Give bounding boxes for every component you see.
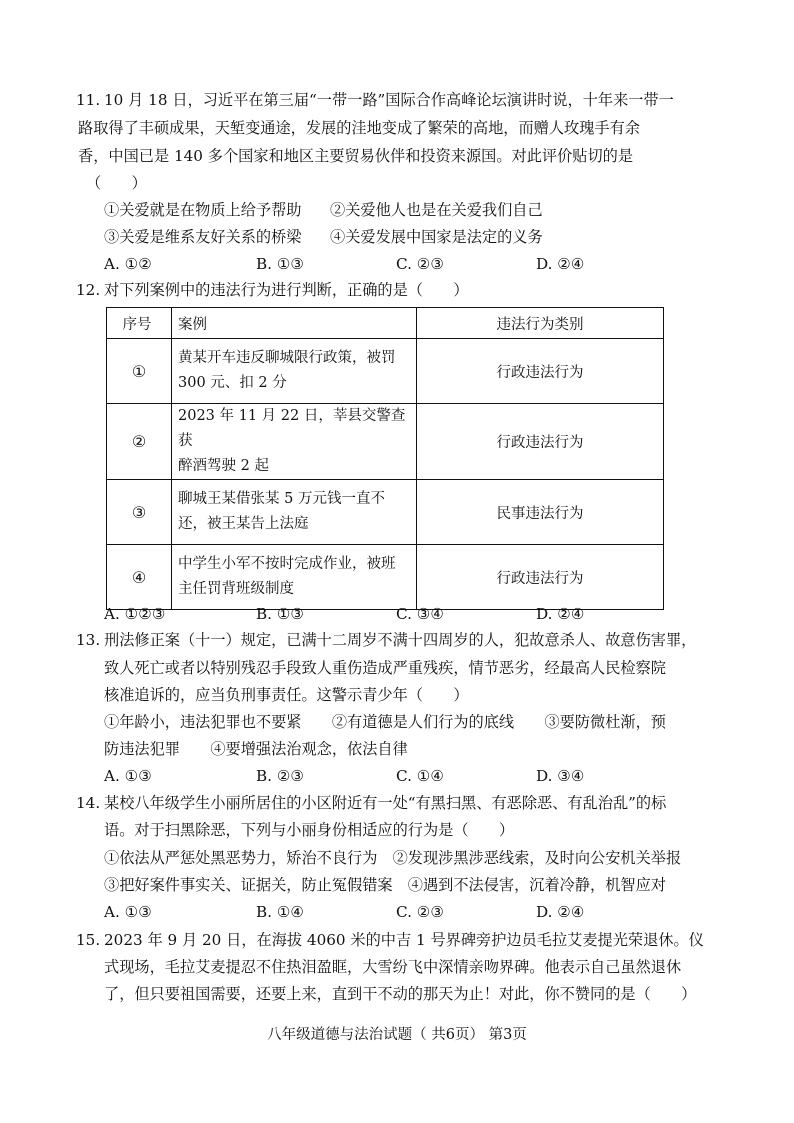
row-case-line: 聊城王某借张某 5 万元钱一直不 <box>178 491 385 507</box>
q11-statement-3: ③关爱是维系友好关系的桥梁 <box>104 228 302 246</box>
q12-option-a: A. ①②③ <box>104 605 166 623</box>
row-case-line: 醉酒驾驶 2 起 <box>178 458 269 474</box>
table-row <box>107 480 664 545</box>
q12-option-c: C. ③④ <box>396 605 444 623</box>
row-type: 行政违法行为 <box>417 404 664 480</box>
q11-option-b: B. ①③ <box>256 255 305 273</box>
table-row <box>107 339 664 404</box>
table-header-type: 违法行为类别 <box>417 308 664 339</box>
row-case-line: 主任罚背班级制度 <box>178 581 294 597</box>
row-number: ④ <box>107 545 172 610</box>
row-case <box>172 545 417 610</box>
row-case-line: 黄某开车违反聊城限行政策，被罚 <box>178 350 396 366</box>
row-type: 行政违法行为 <box>417 339 664 404</box>
row-case-line: 300 元、扣 2 分 <box>178 375 287 391</box>
table-header-no: 序号 <box>107 308 172 339</box>
q12-option-d: D. ②④ <box>536 605 585 623</box>
q11-option-a: A. ①② <box>104 255 152 273</box>
q14-option-b: B. ①④ <box>256 903 305 921</box>
table-row <box>107 545 664 610</box>
row-case <box>172 339 417 404</box>
q14-line-2: 语。对于扫黑除恶，下列与小丽身份相适应的行为是（ ） <box>104 821 515 839</box>
q13-line-2: 致人死亡或者以特别残忍手段致人重伤造成严重残疾，情节恶劣，经最高人民检察院 <box>104 659 666 677</box>
q12-number: 12. <box>76 281 101 299</box>
q12-option-b: B. ①③ <box>256 605 305 623</box>
table-row <box>107 404 664 480</box>
q12-case-table <box>106 307 664 610</box>
q14-option-c: C. ②③ <box>396 903 444 921</box>
q11-option-d: D. ②④ <box>536 255 585 273</box>
q13-option-c: C. ①④ <box>396 767 444 785</box>
q11-line-1: 10 月 18 日，习近平在第三届“一带一路”国际合作高峰论坛演讲时说，十年来一带一 <box>104 91 674 109</box>
q15-number: 15. <box>76 931 101 949</box>
q12-stem: 对下列案例中的违法行为进行判断，正确的是（ ） <box>104 281 469 299</box>
q14-line-4: ③把好案件事实关、证据关，防止冤假错案 ④遇到不法侵害，沉着冷静，机智应对 <box>104 876 666 894</box>
q15-line-1: 2023 年 9 月 20 日，在海拔 4060 米的中吉 1 号界碑旁护边员毛拉艾麦提光荣退休。仪 <box>104 931 704 949</box>
row-case-line: 中学生小军不按时完成作业，被班 <box>178 556 396 572</box>
q13-line-4: ①年龄小，违法犯罪也不要紧 ②有道德是人们行为的底线 ③要防微杜渐，预 <box>104 713 666 731</box>
row-number: ③ <box>107 480 172 545</box>
q15-line-2: 式现场，毛拉艾麦提忍不住热泪盈眶，大雪纷飞中深情亲吻界碑。他表示自己虽然退休 <box>104 958 682 976</box>
row-case <box>172 404 417 480</box>
q13-line-3: 核准追诉的，应当负刑事责任。这警示青少年（ ） <box>104 686 469 704</box>
q13-number: 13. <box>76 631 101 649</box>
q14-line-1: 某校八年级学生小丽所居住的小区附近有一处“有黑扫黑、有恶除恶、有乱治乱”的标 <box>104 794 667 812</box>
q13-option-d: D. ③④ <box>536 767 585 785</box>
q11-statement-4: ④关爱发展中国家是法定的义务 <box>330 228 543 246</box>
page-footer: 八年级道德与法治试题（ 共6页） 第3页 <box>267 1027 527 1043</box>
q13-option-b: B. ②③ <box>256 767 305 785</box>
q11-option-c: C. ②③ <box>396 255 444 273</box>
q14-option-a: A. ①③ <box>104 903 152 921</box>
row-number: ① <box>107 339 172 404</box>
q13-line-1: 刑法修正案（十一）规定，已满十二周岁不满十四周岁的人，犯故意杀人、故意伤害罪， <box>104 631 697 649</box>
row-type: 民事违法行为 <box>417 480 664 545</box>
q11-statement-2: ②关爱他人也是在关爱我们自己 <box>330 201 543 219</box>
q11-line-4: （ ） <box>86 174 147 192</box>
q11-line-3: 香，中国已是 140 多个国家和地区主要贸易伙伴和投资来源国。对此评价贴切的是 <box>78 147 634 165</box>
row-case <box>172 480 417 545</box>
table-header-case: 案例 <box>172 308 417 339</box>
row-case-line: 还，被王某告上法庭 <box>178 516 309 532</box>
q11-number: 11. <box>76 91 101 109</box>
row-case-line: 2023 年 11 月 22 日，莘县交警查获 <box>178 408 406 449</box>
q14-line-3: ①依法从严惩处黑恶势力，矫治不良行为 ②发现涉黑涉恶线索，及时向公安机关举报 <box>104 849 682 867</box>
q11-statement-1: ①关爱就是在物质上给予帮助 <box>104 201 302 219</box>
row-type: 行政违法行为 <box>417 545 664 610</box>
q14-option-d: D. ②④ <box>536 903 585 921</box>
q13-option-a: A. ①③ <box>104 767 152 785</box>
q11-line-2: 路取得了丰硕成果，天堑变通途，发展的洼地变成了繁荣的高地，而赠人玫瑰手有余 <box>78 119 640 137</box>
row-number: ② <box>107 404 172 480</box>
q13-line-5: 防违法犯罪 ④要增强法治观念，依法自律 <box>104 740 408 758</box>
q14-number: 14. <box>76 794 101 812</box>
q15-line-3: 了，但只要祖国需要，还要上来，直到干不动的那天为止！对此，你不赞同的是（ ） <box>104 985 697 1003</box>
